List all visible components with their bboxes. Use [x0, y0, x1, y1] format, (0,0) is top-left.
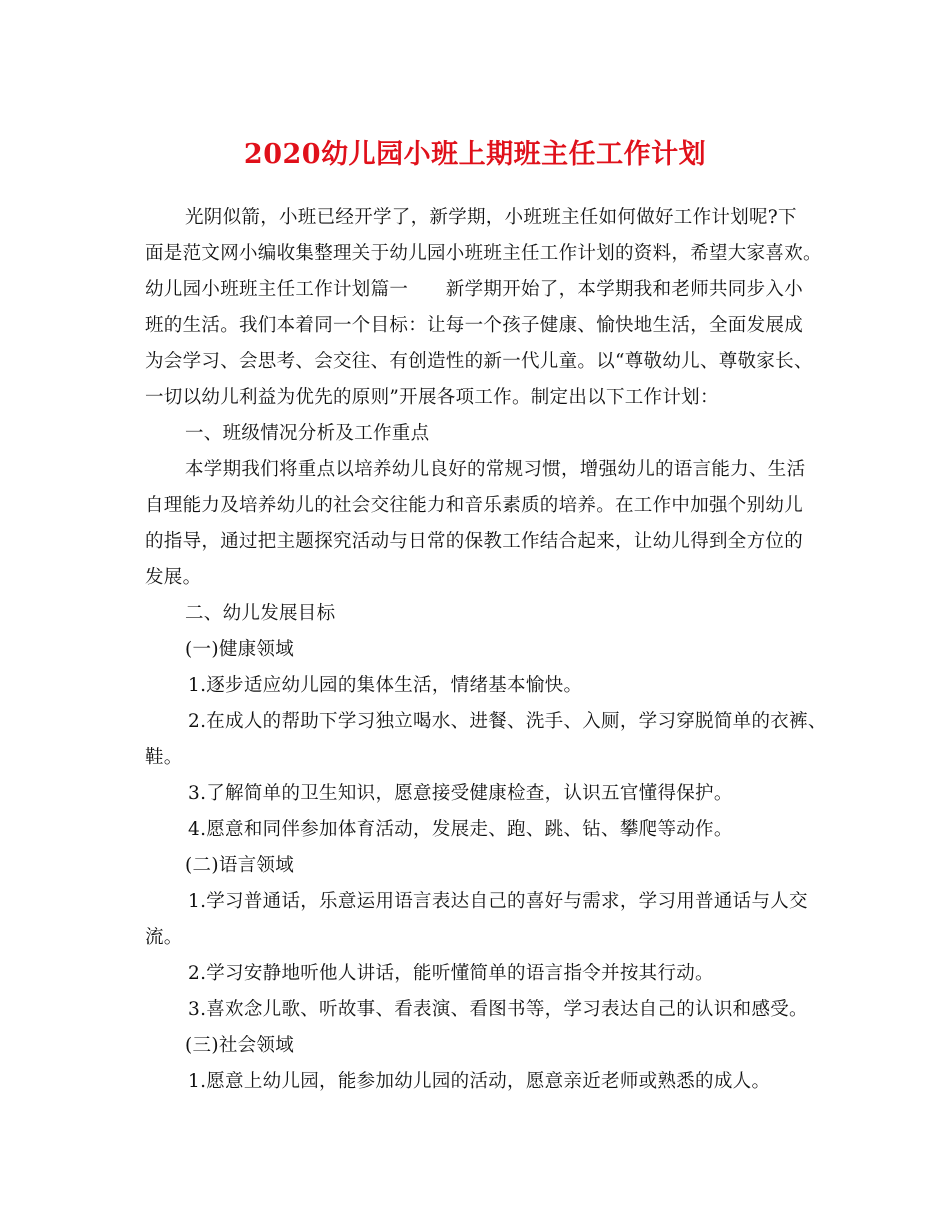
section-heading: 一、班级情况分析及工作重点 [185, 423, 430, 444]
list-item: 3.喜欢念儿歌、听故事、看表演、看图书等，学习表达自己的认识和感受。 [188, 999, 808, 1020]
paragraph-line: 发展。 [145, 567, 202, 588]
paragraph-line: 的指导，通过把主题探究活动与日常的保教工作结合起来，让幼儿得到全方位的 [145, 531, 804, 552]
paragraph-line: 班的生活。我们本着同一个目标：让每一个孩子健康、愉快地生活，全面发展成 [145, 315, 804, 336]
section-heading: 二、幼儿发展目标 [185, 603, 336, 624]
list-item: 1.逐步适应幼儿园的集体生活，情绪基本愉快。 [188, 675, 583, 696]
list-item: 2.在成人的帮助下学习独立喝水、进餐、洗手、入厕，学习穿脱简单的衣裤、 [188, 711, 827, 732]
subsection-heading: (三)社会领域 [185, 1035, 295, 1056]
paragraph-line: 光阴似箭，小班已经开学了，新学期，小班班主任如何做好工作计划呢?下 [185, 207, 797, 228]
list-item: 3.了解简单的卫生知识，愿意接受健康检查，认识五官懂得保护。 [188, 783, 733, 804]
subsection-heading: (二)语言领域 [185, 855, 295, 876]
paragraph-line: 本学期我们将重点以培养幼儿良好的常规习惯，增强幼儿的语言能力、生活 [185, 459, 806, 480]
paragraph-line: 为会学习、会思考、会交往、有创造性的新一代儿童。以“尊敬幼儿、尊敬家长、 [145, 351, 813, 372]
list-item: 1.学习普通话，乐意运用语言表达自己的喜好与需求，学习用普通话与人交 [188, 891, 808, 912]
document-title: 2020幼儿园小班上期班主任工作计划 [243, 139, 707, 170]
paragraph-line: 面是范文网小编收集整理关于幼儿园小班班主任工作计划的资料，希望大家喜欢。 [145, 243, 822, 264]
paragraph-line: 自理能力及培养幼儿的社会交往能力和音乐素质的培养。在工作中加强个别幼儿 [145, 495, 804, 516]
list-item-continuation: 鞋。 [145, 747, 183, 768]
list-item-continuation: 流。 [145, 927, 183, 948]
paragraph-line: 一切以幼儿利益为优先的原则”开展各项工作。制定出以下工作计划： [145, 387, 719, 408]
subsection-heading: (一)健康领域 [185, 639, 295, 660]
paragraph-line: 幼儿园小班班主任工作计划篇一 新学期开始了，本学期我和老师共同步入小 [145, 279, 804, 300]
list-item: 4.愿意和同伴参加体育活动，发展走、跑、跳、钻、攀爬等动作。 [188, 819, 733, 840]
list-item: 2.学习安静地听他人讲话，能听懂简单的语言指令并按其行动。 [188, 963, 714, 984]
list-item: 1.愿意上幼儿园，能参加幼儿园的活动，愿意亲近老师或熟悉的成人。 [188, 1071, 771, 1092]
